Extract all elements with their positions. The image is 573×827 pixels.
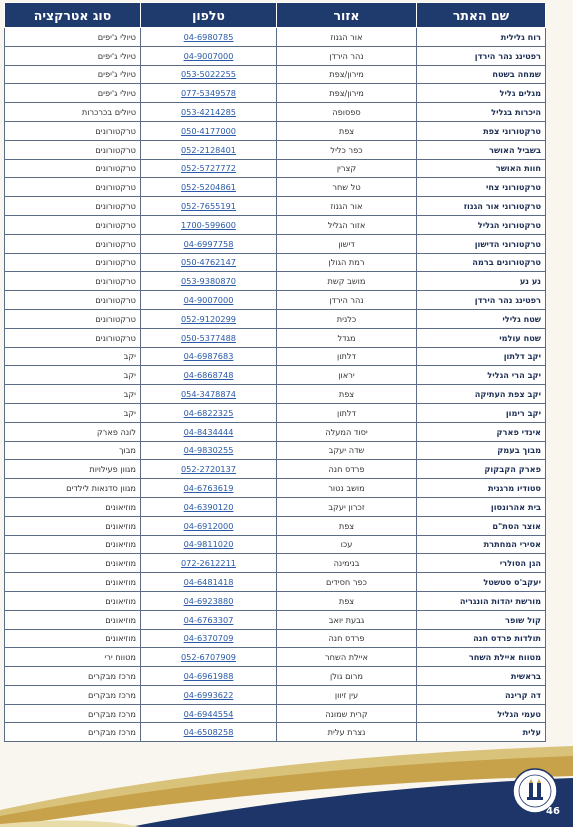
cell-attraction-type: טרקטורונים	[5, 178, 141, 197]
table-row	[5, 497, 546, 516]
table-row	[5, 422, 546, 441]
cell-area: יראון	[277, 366, 417, 385]
cell-site-name: טרקטורוני אור הגנוז	[417, 197, 546, 216]
cell-site-name: טרקטורוני הדישון	[417, 234, 546, 253]
cell-area: קרית שמונה	[277, 704, 417, 723]
phone-link[interactable]: 04-6481418	[183, 577, 234, 587]
phone-link[interactable]: 052-5204861	[180, 182, 237, 193]
table-row	[5, 309, 546, 328]
cell-attraction-type: לונה פארק	[5, 422, 141, 441]
phone-link[interactable]: 04-6997758	[183, 238, 234, 249]
cell-area: רמת הגולן	[277, 253, 417, 272]
cell-attraction-type: טרקטורונים	[5, 234, 141, 253]
header-area: אזור	[277, 3, 417, 28]
table-row	[5, 121, 546, 140]
phone-link[interactable]: 077-5349578	[180, 88, 237, 99]
cell-phone	[141, 215, 277, 234]
cell-area: טל שחר	[277, 178, 417, 197]
cell-site-name: רוח גלילית	[417, 28, 546, 47]
table-row	[5, 516, 546, 535]
phone-link[interactable]: 052-9120299	[180, 313, 237, 324]
cell-site-name: פארק הקבקוק	[417, 460, 546, 479]
cell-phone	[141, 159, 277, 178]
table-row	[5, 159, 546, 178]
table-row	[5, 215, 546, 234]
table-row	[5, 197, 546, 216]
cell-area: מושב קשת	[277, 272, 417, 291]
cell-attraction-type: מוזיאונים	[5, 573, 141, 592]
table-row	[5, 573, 546, 592]
cell-attraction-type: מוזיאונים	[5, 535, 141, 554]
table-row	[5, 723, 546, 742]
attractions-table	[4, 2, 546, 742]
phone-link[interactable]: 050-5377488	[180, 332, 237, 343]
cell-site-name: יעקב'ס סטשטל	[417, 573, 546, 592]
cell-area: בנימינה	[277, 554, 417, 573]
cell-attraction-type: מגוון פעילויות	[5, 460, 141, 479]
cell-site-name: מורשת יהדות הונגריה	[417, 591, 546, 610]
cell-attraction-type: מגוון סדנאות לילדים	[5, 479, 141, 498]
cell-attraction-type: טרקטורונים	[5, 140, 141, 159]
phone-link[interactable]: 04-6923880	[183, 595, 234, 606]
phone-link[interactable]: 04-9007000	[183, 50, 234, 61]
table-row	[5, 535, 546, 554]
cell-area: דלתון	[277, 403, 417, 422]
cell-phone	[141, 65, 277, 84]
phone-link[interactable]: 053-4214285	[180, 107, 237, 118]
table-header-row	[5, 3, 546, 28]
cell-phone	[141, 573, 277, 592]
cell-area: דישון	[277, 234, 417, 253]
cell-attraction-type: מטווח ירי	[5, 648, 141, 667]
cell-attraction-type: מוזיאונים	[5, 516, 141, 535]
cell-site-name: מגלים גליל	[417, 84, 546, 103]
cell-area: נהר הירדן	[277, 291, 417, 310]
cell-area: אור הגנוז	[277, 28, 417, 47]
table-row	[5, 629, 546, 648]
cell-attraction-type: יקב	[5, 385, 141, 404]
cell-area: צפת	[277, 121, 417, 140]
cell-site-name: אסירי המחתרת	[417, 535, 546, 554]
cell-attraction-type: מרכז מבקרים	[5, 704, 141, 723]
table-row	[5, 178, 546, 197]
cell-phone	[141, 197, 277, 216]
cell-area: כפר כליל	[277, 140, 417, 159]
cell-site-name: רפטינג נהר הירדן	[417, 46, 546, 65]
cell-area: כלנית	[277, 309, 417, 328]
cell-area: יסוד המעלה	[277, 422, 417, 441]
cell-area: כפר חסידים	[277, 573, 417, 592]
cell-attraction-type: טיולי ג'יפים	[5, 65, 141, 84]
phone-link[interactable]: 04-6980785	[183, 31, 234, 42]
cell-phone	[141, 648, 277, 667]
table-row	[5, 479, 546, 498]
cell-site-name: מבוך בעמק	[417, 441, 546, 460]
cell-site-name: אינדי פארק	[417, 422, 546, 441]
cell-area: פרדס חנה	[277, 629, 417, 648]
cell-site-name: נע נע	[417, 272, 546, 291]
cell-phone	[141, 272, 277, 291]
table-row	[5, 366, 546, 385]
cell-phone	[141, 629, 277, 648]
phone-link[interactable]: 1700-599600	[180, 219, 237, 230]
phone-link[interactable]: 052-6707909	[180, 652, 237, 663]
cell-attraction-type: מוזיאונים	[5, 554, 141, 573]
cell-site-name: שטח עולמי	[417, 328, 546, 347]
cell-site-name: דה קרינה	[417, 685, 546, 704]
cell-area: זכרון יעקב	[277, 497, 417, 516]
cell-phone	[141, 479, 277, 498]
page-number: 46	[546, 806, 560, 817]
phone-link[interactable]: 04-6961988	[183, 670, 234, 681]
cell-area: מירון/צפת	[277, 84, 417, 103]
cell-phone	[141, 667, 277, 686]
table-row	[5, 385, 546, 404]
table-row	[5, 347, 546, 366]
table-row	[5, 253, 546, 272]
phone-link[interactable]: 050-4177000	[180, 125, 237, 136]
cell-attraction-type: טיולים בכרכרות	[5, 103, 141, 122]
cell-site-name: תולדות פרדס חנה	[417, 629, 546, 648]
phone-link[interactable]: 04-6822325	[183, 407, 234, 418]
cell-phone	[141, 441, 277, 460]
phone-link[interactable]: 04-6993622	[183, 689, 234, 700]
table-row	[5, 103, 546, 122]
cell-phone	[141, 610, 277, 629]
cell-site-name: יקב דלתון	[417, 347, 546, 366]
cell-phone	[141, 535, 277, 554]
phone-link[interactable]: 052-2720137	[180, 464, 237, 475]
cell-area: פרדס חנה	[277, 460, 417, 479]
phone-link[interactable]: 04-6508258	[183, 727, 234, 738]
cell-attraction-type: טיולי ג'יפים	[5, 28, 141, 47]
phone-link[interactable]: 054-3478874	[180, 389, 237, 400]
table-row	[5, 554, 546, 573]
cell-attraction-type: מבוך	[5, 441, 141, 460]
cell-phone	[141, 516, 277, 535]
cell-area: שדה יעקב	[277, 441, 417, 460]
phone-link[interactable]: 072-2612211	[180, 558, 237, 569]
phone-link[interactable]: 050-4762147	[180, 257, 237, 268]
phone-link[interactable]: 04-6370709	[183, 633, 234, 644]
cell-area: עכו	[277, 535, 417, 554]
cell-site-name: בית אהרונסון	[417, 497, 546, 516]
table-row	[5, 667, 546, 686]
cell-phone	[141, 704, 277, 723]
cell-site-name: טעמי הגליל	[417, 704, 546, 723]
cell-phone	[141, 28, 277, 47]
cell-site-name: סטודיו מרגנית	[417, 479, 546, 498]
phone-link[interactable]: 04-9007000	[183, 295, 234, 306]
table-row	[5, 272, 546, 291]
footer-wave-decoration	[0, 740, 573, 827]
cell-area: איילת השחר	[277, 648, 417, 667]
cell-phone	[141, 291, 277, 310]
phone-link[interactable]: 052-5727772	[180, 163, 237, 174]
phone-link[interactable]: 04-6763307	[183, 614, 234, 625]
cell-phone	[141, 309, 277, 328]
cell-area: ספסופה	[277, 103, 417, 122]
cell-site-name: שטח גלילי	[417, 309, 546, 328]
phone-link[interactable]: 053-9380870	[180, 276, 237, 287]
table-row	[5, 46, 546, 65]
phone-link[interactable]: 04-6944554	[183, 708, 234, 719]
table-row	[5, 403, 546, 422]
cell-attraction-type: טרקטורונים	[5, 291, 141, 310]
cell-site-name: טרקטורוני צפת	[417, 121, 546, 140]
cell-phone	[141, 140, 277, 159]
table-row	[5, 234, 546, 253]
cell-site-name: יקב רימון	[417, 403, 546, 422]
cell-phone	[141, 366, 277, 385]
cell-attraction-type: טרקטורונים	[5, 197, 141, 216]
table-row	[5, 648, 546, 667]
cell-site-name: יקב צפת העתיקה	[417, 385, 546, 404]
cell-site-name: יקב הרי הגליל	[417, 366, 546, 385]
cell-phone	[141, 403, 277, 422]
cell-attraction-type: מוזיאונים	[5, 629, 141, 648]
cell-phone	[141, 347, 277, 366]
cell-area: קצרין	[277, 159, 417, 178]
cell-site-name: עלית	[417, 723, 546, 742]
table-body	[5, 28, 546, 742]
table-row	[5, 328, 546, 347]
phone-link[interactable]: 04-8434444	[183, 426, 234, 437]
cell-attraction-type: מרכז מבקרים	[5, 723, 141, 742]
phone-link[interactable]: 04-6763619	[183, 483, 234, 494]
cell-phone	[141, 234, 277, 253]
cell-phone	[141, 422, 277, 441]
phone-link[interactable]: 04-6912000	[183, 520, 234, 531]
cell-attraction-type: מרכז מבקרים	[5, 667, 141, 686]
cell-site-name: חוות האושר	[417, 159, 546, 178]
cell-site-name: אוצר הסת"ם	[417, 516, 546, 535]
cell-phone	[141, 46, 277, 65]
cell-area: מגדל	[277, 328, 417, 347]
cell-area: צפת	[277, 591, 417, 610]
cell-phone	[141, 685, 277, 704]
phone-link[interactable]: 052-2128401	[180, 144, 237, 155]
cell-attraction-type: טרקטורונים	[5, 309, 141, 328]
header-phone: טלפון	[141, 3, 277, 28]
cell-area: נצרת עלית	[277, 723, 417, 742]
cell-site-name: רפטינג נהר הירדן	[417, 291, 546, 310]
phone-link[interactable]: 04-9811020	[183, 539, 234, 550]
cell-area: דלתון	[277, 347, 417, 366]
cell-phone	[141, 385, 277, 404]
cell-area: גבעת יואב	[277, 610, 417, 629]
cell-phone	[141, 591, 277, 610]
table-row	[5, 685, 546, 704]
cell-site-name: טרקטורוני צחי	[417, 178, 546, 197]
cell-attraction-type: יקב	[5, 347, 141, 366]
phone-link[interactable]: 04-9830255	[183, 445, 234, 456]
cell-area: מושב נטור	[277, 479, 417, 498]
table-row	[5, 291, 546, 310]
cell-phone	[141, 723, 277, 742]
cell-area: אזור הגליל	[277, 215, 417, 234]
cell-attraction-type: מוזיאונים	[5, 591, 141, 610]
cell-attraction-type: טרקטורונים	[5, 159, 141, 178]
cell-site-name: מטווח איילת השחר	[417, 648, 546, 667]
table-row	[5, 704, 546, 723]
cell-site-name: קול שופר	[417, 610, 546, 629]
cell-area: צפת	[277, 516, 417, 535]
cell-attraction-type: יקב	[5, 366, 141, 385]
header-attraction-type: סוג אטרקציה	[5, 3, 141, 28]
table-row	[5, 591, 546, 610]
cell-site-name: בראשית	[417, 667, 546, 686]
cell-phone	[141, 460, 277, 479]
cell-attraction-type: טיולי ג'יפים	[5, 46, 141, 65]
table-row	[5, 610, 546, 629]
cell-phone	[141, 84, 277, 103]
table-row	[5, 460, 546, 479]
cell-attraction-type: טיולי ג'יפים	[5, 84, 141, 103]
cell-attraction-type: מוזיאונים	[5, 497, 141, 516]
table-row	[5, 28, 546, 47]
cell-area: מרום גולן	[277, 667, 417, 686]
cell-attraction-type: טרקטורונים	[5, 215, 141, 234]
cell-site-name: בשביל האושר	[417, 140, 546, 159]
cell-area: עין זיוון	[277, 685, 417, 704]
table-row	[5, 65, 546, 84]
cell-site-name: היכרות בגליל	[417, 103, 546, 122]
cell-area: מירון/צפת	[277, 65, 417, 84]
cell-phone	[141, 253, 277, 272]
cell-attraction-type: יקב	[5, 403, 141, 422]
phone-link[interactable]: 04-6390120	[183, 501, 234, 512]
header-site-name: שם האתר	[417, 3, 546, 28]
cell-area: צפת	[277, 385, 417, 404]
cell-phone	[141, 103, 277, 122]
cell-site-name: טרקטורונים ברמה	[417, 253, 546, 272]
cell-phone	[141, 554, 277, 573]
cell-phone	[141, 328, 277, 347]
cell-attraction-type: טרקטורונים	[5, 121, 141, 140]
cell-attraction-type: מרכז מבקרים	[5, 685, 141, 704]
phone-link[interactable]: 04-6987683	[183, 351, 234, 362]
table-row	[5, 84, 546, 103]
cell-attraction-type: טרקטורונים	[5, 272, 141, 291]
cell-phone	[141, 497, 277, 516]
phone-link[interactable]: 052-7655191	[180, 201, 237, 212]
cell-site-name: טרקטורוני הגליל	[417, 215, 546, 234]
table-row	[5, 441, 546, 460]
cell-site-name: שמחה בשטח	[417, 65, 546, 84]
cell-phone	[141, 178, 277, 197]
cell-attraction-type: טרקטורונים	[5, 253, 141, 272]
cell-area: אור הגנוז	[277, 197, 417, 216]
cell-attraction-type: מוזיאונים	[5, 610, 141, 629]
phone-link[interactable]: 053-5022255	[180, 69, 237, 80]
table-row	[5, 140, 546, 159]
phone-link[interactable]: 04-6868748	[183, 370, 234, 381]
cell-area: נהר הירדן	[277, 46, 417, 65]
cell-phone	[141, 121, 277, 140]
cell-attraction-type: טרקטורונים	[5, 328, 141, 347]
cell-site-name: הגן הסולרי	[417, 554, 546, 573]
